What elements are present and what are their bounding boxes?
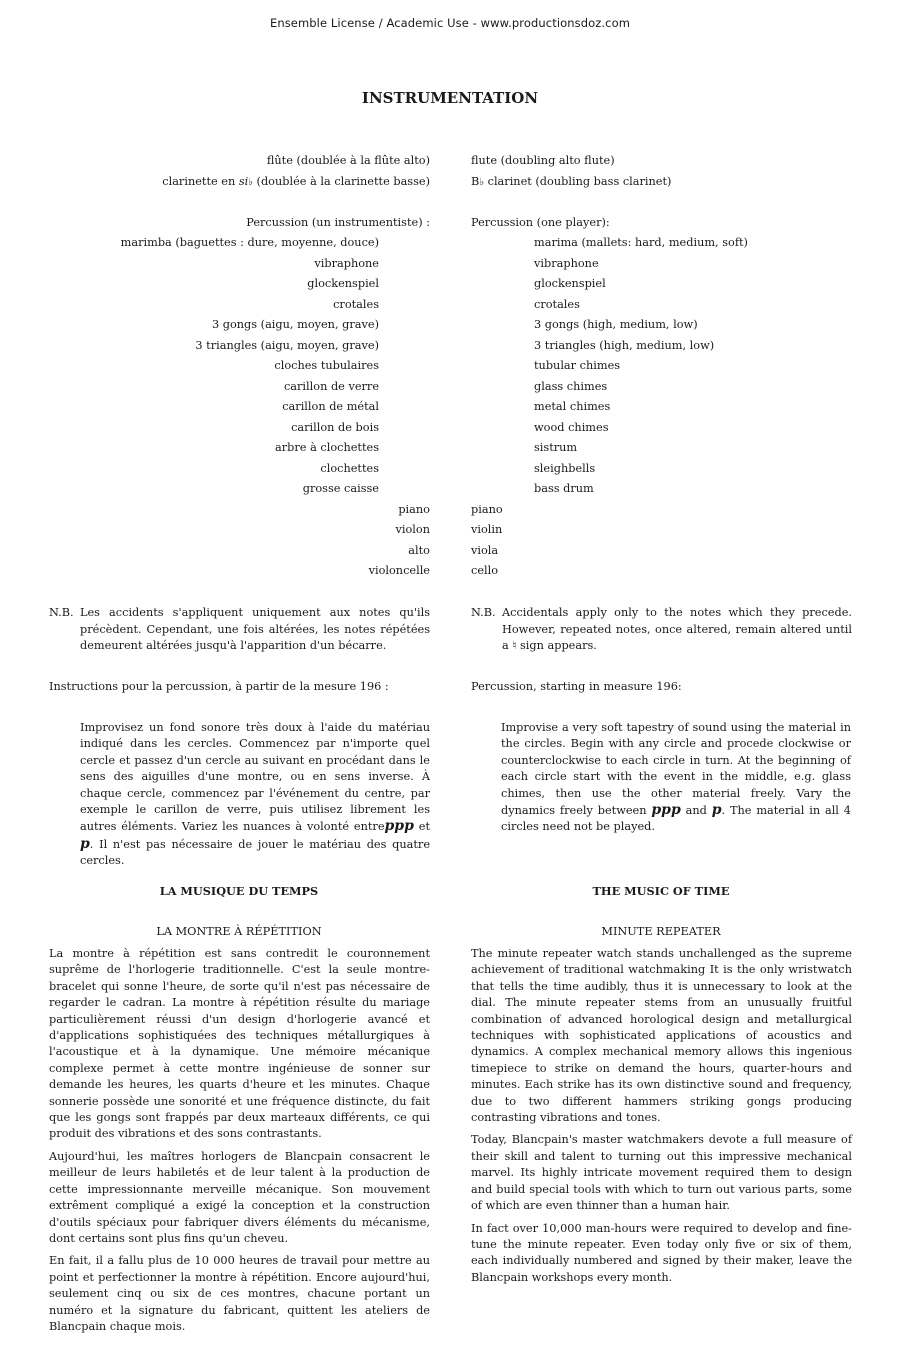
fr-perc-item: carillon de verre [283, 380, 379, 393]
fr-et: et [413, 820, 430, 834]
fr-string-item: violoncelle [368, 564, 430, 577]
en-perc-item: sleighbells [534, 462, 596, 475]
en-nb-note [471, 605, 852, 655]
fr-perc-item: glockenspiel [307, 277, 379, 290]
en-body-post: . The material in all 4 circles need not be played. [501, 804, 851, 834]
en-percussion-heading: Percussion (one player): [471, 216, 610, 229]
fr-perc-item: cloches tubulaires [274, 359, 379, 372]
en-clarinet [471, 175, 671, 188]
fr-perc-item: grosse caisse [302, 482, 379, 495]
nb-label: N.B. [471, 606, 496, 619]
en-essay-paragraph: The minute repeater watch stands unchallenged as the supreme achievement of traditional watchmaking It is the only wristwatch that tells the time audibly, thus it is unnecessary to look at the dial. The minute repeater stems from an unusually fruitful combination of advanced horological design and metallurgical techniques with sophisticated applications of acoustics and dynamics. A complex mechanical memory allows this ingenious timepiece to strike on demand the hours, quarter-hours and minutes. Each strike has its own distinctive sound and frequency, due to two different hammers striking gongs producing contrasting vibrations and tones. [471, 947, 852, 1125]
fr-essay-paragraph: En fait, il a fallu plus de 10 000 heures de travail pour mettre au point et perfectionner la montre à répétition. Encore aujourd'hui, seulement cinq ou six de ces montres, chacune portant un numéro et la signature du fabricant, quittent les ateliers de Blancpain chaque mois. [49, 1254, 430, 1333]
fr-essay-subtitle: LA MONTRE À RÉPÉTITION [156, 925, 322, 938]
en-flute: flute (doubling alto flute) [471, 154, 615, 167]
en-string-item: piano [471, 503, 503, 516]
dynamic-ppp: ppp [384, 818, 414, 835]
fr-flute: flûte (doublée à la flûte alto) [266, 154, 430, 167]
en-perc-item: tubular chimes [534, 359, 621, 372]
en-string-item: viola [471, 544, 499, 557]
natural-sign-icon: ♮ [512, 639, 517, 652]
en-perc-item: vibraphone [534, 257, 599, 270]
fr-perc-instructions-heading: Instructions pour la percussion, à partir de la mesure 196 : [49, 680, 389, 693]
dynamic-p: p [80, 835, 90, 852]
en-perc-item: wood chimes [534, 421, 609, 434]
en-perc-item: marima (mallets: hard, medium, soft) [534, 236, 748, 249]
fr-body-post: . Il n'est pas nécessaire de jouer le matériau des quatre cercles. [80, 837, 430, 868]
fr-clarinet-note: si [238, 175, 249, 188]
fr-perc-item: clochettes [320, 462, 379, 475]
fr-clarinet [162, 175, 430, 188]
en-clarinet-pre: B [471, 175, 480, 188]
fr-perc-item: carillon de métal [282, 400, 379, 413]
en-perc-item: crotales [534, 298, 580, 311]
fr-perc-instructions-body [80, 720, 430, 870]
en-perc-instructions-heading: Percussion, starting in measure 196: [471, 680, 682, 693]
en-nb-text-post: sign appears. [516, 639, 597, 652]
dynamic-ppp: ppp [651, 802, 681, 819]
nb-label: N.B. [49, 606, 74, 619]
fr-percussion-heading: Percussion (un instrumentiste) : [246, 216, 430, 229]
fr-string-item: alto [408, 544, 430, 557]
en-perc-item: metal chimes [534, 400, 611, 413]
fr-perc-item: marimba (baguettes : dure, moyenne, douce) [120, 236, 379, 249]
fr-nb-text: Les accidents s'appliquent uniquement aux notes qu'ils précèdent. Cependant, une fois altérées, les notes répétées demeurent altérées jusqu'à l'apparition d'un bécarre. [80, 606, 430, 652]
fr-perc-item: vibraphone [314, 257, 379, 270]
en-string-item: cello [471, 564, 499, 577]
page-title: INSTRUMENTATION [361, 89, 539, 107]
en-clarinet-post: clarinet (doubling bass clarinet) [484, 175, 672, 188]
en-essay-paragraph: In fact over 10,000 man-hours were required to develop and fine-tune the minute repeater. Even today only five or six of them, each individually numbered and signed by their maker, leave the Blancpain workshops every month. [471, 1221, 852, 1284]
flat-sign-icon: ♭ [479, 177, 485, 188]
fr-clarinet-post: (doublée à la clarinette basse) [256, 175, 430, 188]
en-and: and [680, 804, 712, 818]
en-perc-item: 3 triangles (high, medium, low) [534, 339, 715, 352]
en-perc-item: glass chimes [534, 380, 608, 393]
flat-sign-icon: ♭ [248, 177, 253, 188]
fr-perc-item: 3 gongs (aigu, moyen, grave) [211, 318, 379, 331]
fr-essay-paragraph: Aujourd'hui, les maîtres horlogers de Blancpain consacrent le meilleur de leurs habiletés et de leur talent à la production de cette impressionnante merveille mécanique. Son mouvement extrêment compliqué a exigé la conception et la construction d'outils spéciaux pour fabriquer divers éléments du mécanisme, dont certains sont plus fins qu'un cheveu. [49, 1149, 430, 1245]
fr-perc-item: crotales [333, 298, 379, 311]
en-nb-text-pre: Accidentals apply only to the notes which they precede. However, repeated notes, once altered, remain altered until a [502, 606, 852, 652]
en-essay-subtitle: MINUTE REPEATER [601, 925, 721, 938]
fr-essay-title: LA MUSIQUE DU TEMPS [159, 884, 319, 898]
fr-perc-item: arbre à clochettes [275, 441, 379, 454]
en-perc-instructions-body [501, 720, 851, 836]
fr-nb-note [49, 605, 430, 655]
en-nb-text [502, 605, 852, 655]
en-perc-item: bass drum [534, 482, 594, 495]
en-body-pre: Improvise a very soft tapestry of sound using the material in the circles. Begin with any circle and procede clockwise or counterclockwise to each circle in turn. At the beginning of each circle start with the event in the middle, e.g. glass chimes, then use the other material freely. Vary the dynamics freely between [501, 721, 851, 818]
fr-clarinet-pre: clarinette en [162, 175, 236, 188]
fr-perc-item: carillon de bois [291, 421, 379, 434]
en-perc-item: 3 gongs (high, medium, low) [534, 318, 698, 331]
fr-body-pre: Improvisez un fond sonore très doux à l'aide du matériau indiqué dans les cercles. Commencez par n'importe quel cercle et passez d'un cercle au suivant en procédant dans le sens des aiguilles d'une montre, ou en sens inverse. À chaque cercle, commencez par l'événement du centre, par exemple le carillon de verre, puis utilisez librement les autres éléments. Variez les nuances à volonté entre [80, 721, 430, 834]
fr-string-item: violon [395, 523, 430, 536]
en-string-item: violin [471, 523, 503, 536]
fr-perc-item: 3 triangles (aigu, moyen, grave) [195, 339, 379, 352]
fr-string-item: piano [398, 503, 430, 516]
en-essay-paragraph: Today, Blancpain's master watchmakers devote a full measure of their skill and talent to turning out this impressive mechanical marvel. Its highly intricate movement required them to design and build special tools with which to turn out various parts, some of which are even thinner than a human hair. [471, 1133, 852, 1213]
fr-essay-body [49, 946, 430, 1341]
license-header: Ensemble License / Academic Use - www.productionsdoz.com [269, 16, 631, 30]
en-perc-item: glockenspiel [534, 277, 606, 290]
en-perc-item: sistrum [534, 441, 578, 454]
en-essay-title: THE MUSIC OF TIME [592, 884, 730, 898]
fr-essay-paragraph: La montre à répétition est sans contredit le couronnement suprême de l'horlogerie traditionnelle. C'est la seule montre-bracelet qui sonne l'heure, de sorte qu'il n'est pas nécessaire de regarder le cadran. La montre à répétition résulte du mariage particulièrement réussi d'un design d'horlogerie avancé et d'applications sophistiquées des techniques métallurgiques à l'acoustique et à la dynamique. Une mémoire mécanique complexe permet à cette montre ingénieuse de sonner sur demande les heures, les quarts d'heure et les minutes. Chaque sonnerie possède une sonorité et une fréquence distincte, du fait que les gongs sont frappés par deux marteaux différents, ce qui produit des vibrations et des sons contrastants. [49, 947, 430, 1141]
dynamic-p: p [711, 802, 722, 819]
en-essay-body [471, 946, 852, 1292]
